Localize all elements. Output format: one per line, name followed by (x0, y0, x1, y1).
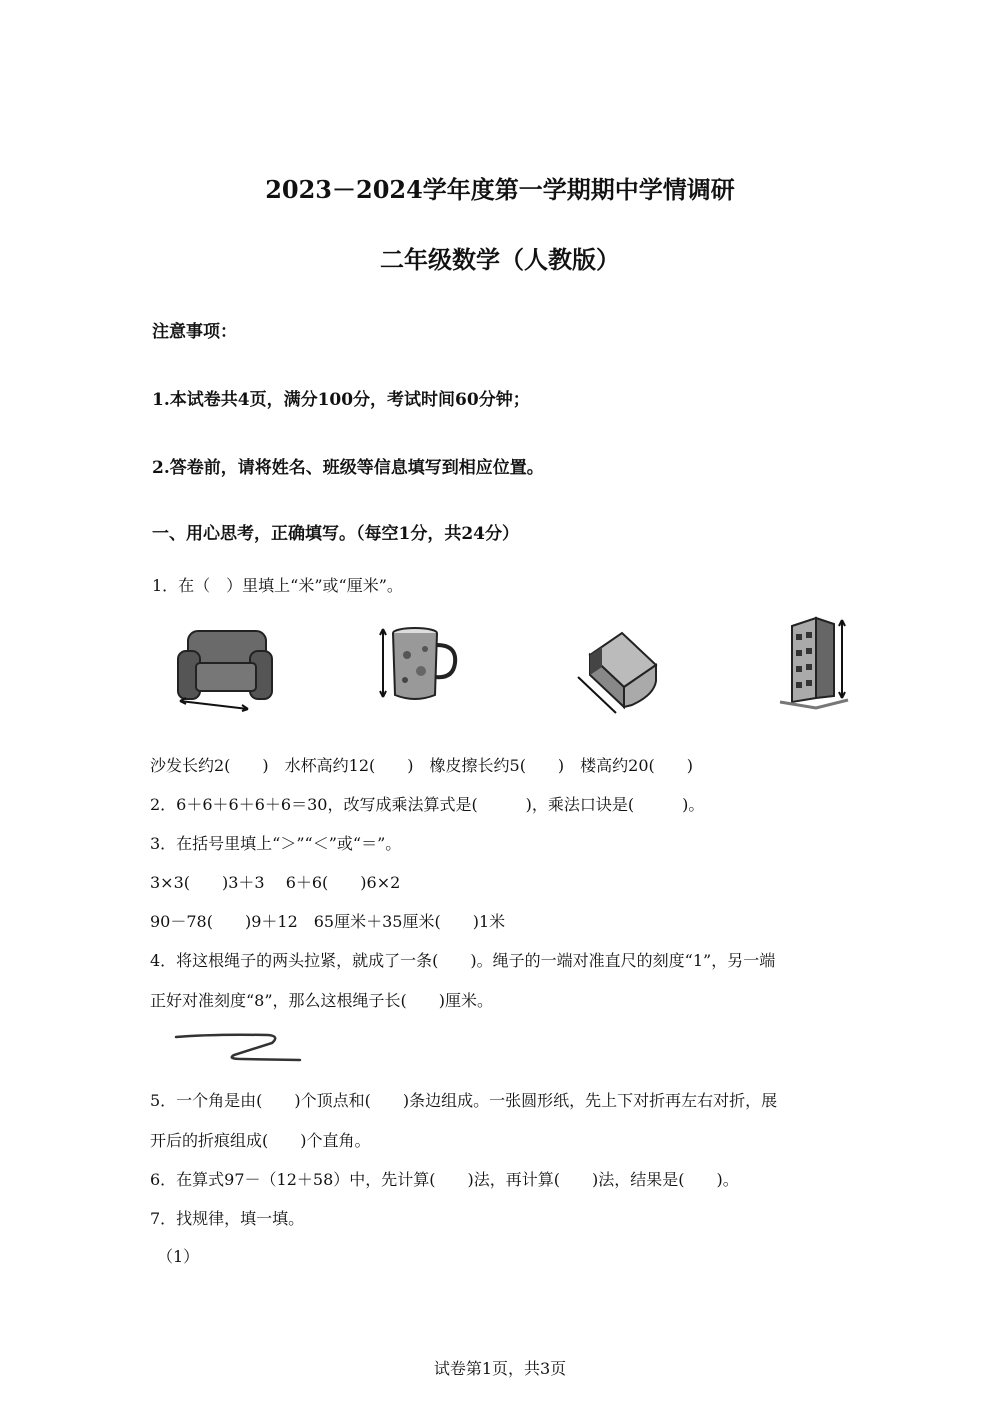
notice-item-1: 1.本试卷共4页，满分100分，考试时间60分钟； (152, 390, 530, 410)
question-4-line-1: 4．将这根绳子的两头拉紧，就成了一条( )。绳子的一端对准直尺的刻度“1”，另一端 (150, 951, 776, 970)
building-picture (776, 610, 856, 710)
question-3: 3．在括号里填上“＞”“＜”或“＝”。 (150, 834, 402, 853)
question-2: 2．6＋6＋6＋6＋6＝30，改写成乘法算式是( )，乘法口诀是( )。 (150, 795, 705, 814)
question-6: 6．在算式97－（12＋58）中，先计算( )法，再计算( )法，结果是( )。 (150, 1170, 739, 1189)
question-7: 7．找规律，填一填。 (150, 1209, 305, 1228)
question-5-line-1: 5．一个角是由( )个顶点和( )条边组成。一张圆形纸，先上下对折再左右对折，展 (150, 1091, 778, 1110)
question-7-sub-1: （1） (157, 1247, 200, 1266)
question-3-line-2: 90－78( )9＋12 65厘米＋35厘米( )1米 (150, 912, 506, 931)
question-1-answers: 沙发长约2( ) 水杯高约12( ) 橡皮擦长约5( ) 楼高约20( ) (150, 756, 694, 775)
eraser-picture (572, 625, 664, 715)
page-footer: 试卷第1页，共3页 (433, 1359, 567, 1378)
cup-picture (375, 625, 465, 705)
notice-heading: 注意事项： (152, 322, 237, 342)
sofa-picture (170, 625, 280, 715)
question-1: 1．在（ ）里填上“米”或“厘米”。 (152, 576, 403, 595)
exam-title: 2023－2024学年度第一学期期中学情调研 (265, 175, 735, 204)
rope-picture (172, 1025, 307, 1065)
question-3-line-1: 3×3( )3＋3 6＋6( )6×2 (150, 873, 401, 892)
question-5-line-2: 开后的折痕组成( )个直角。 (150, 1131, 371, 1150)
question-4-line-2: 正好对准刻度“8”，那么这根绳子长( )厘米。 (150, 991, 494, 1010)
notice-item-2: 2.答卷前，请将姓名、班级等信息填写到相应位置。 (152, 458, 544, 478)
exam-subtitle: 二年级数学（人教版） (380, 245, 620, 274)
section-1-heading: 一、用心思考，正确填写。（每空1分，共24分） (152, 524, 519, 544)
